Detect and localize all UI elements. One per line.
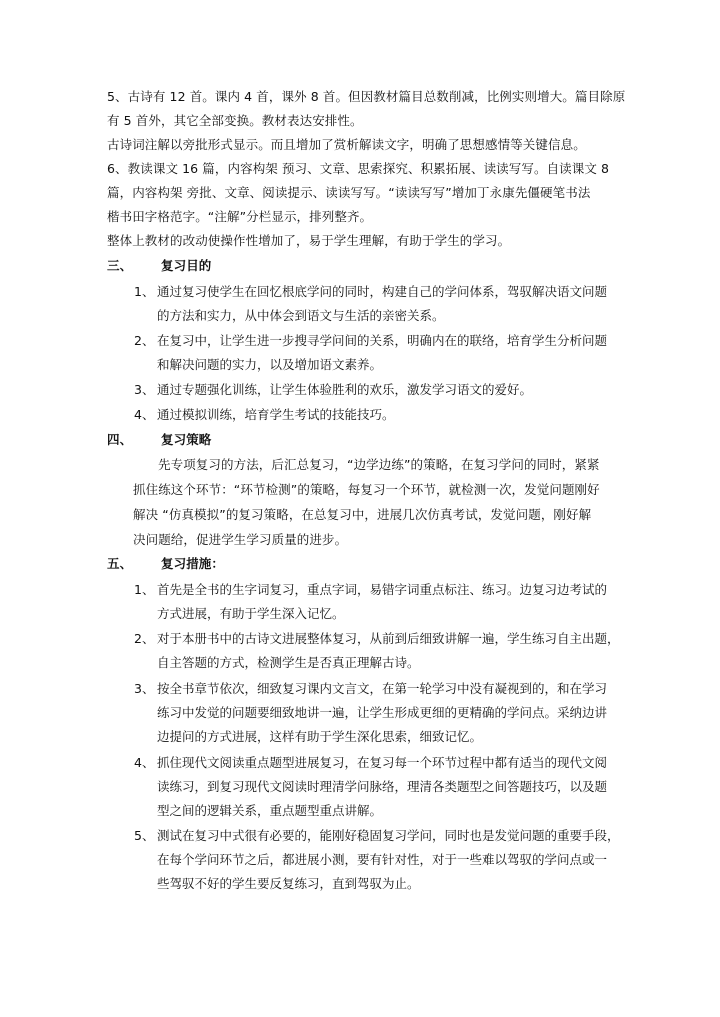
paragraph-line: 抓住练这个环节：“环节检测”的策略，每复习一个环节，就检测一次，发觉问题刚好 bbox=[133, 482, 600, 497]
paragraph-line: 解决 “仿真模拟”的复习策略，在总复习中，进展几次仿真考试，发觉问题，刚好解 bbox=[133, 507, 592, 522]
list-item-line: 自主答题的方式，检测学生是否真正理解古诗。 bbox=[157, 655, 420, 670]
list-item-number: 2、 bbox=[134, 333, 155, 348]
intro-line: 古诗词注解以旁批形式显示。而且增加了赏析解读文字，明确了思想感情等关键信息。 bbox=[107, 137, 586, 152]
section-number: 四、 bbox=[107, 432, 133, 447]
intro-line: 篇，内容构架 旁批、文章、阅读提示、读读写写。“读读写写”增加丁永康先僵硬笔书法 bbox=[107, 185, 591, 200]
list-item-number: 4、 bbox=[134, 407, 155, 422]
list-item-number: 3、 bbox=[134, 681, 155, 696]
section-heading bbox=[107, 431, 211, 449]
list-item-line: 首先是全书的生字词复习，重点字词，易错字词重点标注、练习。边复习边考试的 bbox=[157, 582, 608, 597]
list-item-line: 和解决问题的实力，以及增加语文素养。 bbox=[157, 357, 383, 372]
list-item-line: 边提问的方式进展，这样有助于学生深化思索，细致记忆。 bbox=[157, 729, 483, 744]
list-item-number: 2、 bbox=[134, 631, 155, 646]
intro-line: 5、古诗有 12 首。课内 4 首，课外 8 首。但因教材篇目总数削减，比例实则增大。篇目除原 bbox=[107, 89, 626, 104]
list-item-line: 练习中发觉的问题要细致地讲一遍，让学生形成更细的更精确的学问点。采纳边讲 bbox=[157, 705, 608, 720]
list-item-line: 型之间的逻辑关系，重点题型重点讲解。 bbox=[157, 803, 383, 818]
section-title: 复习措施： bbox=[161, 556, 225, 571]
list-item-line: 通过复习使学生在回忆根底学问的同时，构建自己的学问体系，驾驭解决语文问题 bbox=[157, 284, 608, 299]
list-item-line: 通过专题强化训练，让学生体验胜利的欢乐，激发学习语文的爱好。 bbox=[157, 382, 533, 397]
list-item-number: 5、 bbox=[134, 828, 155, 843]
list-item-line: 测试在复习中式很有必要的，能刚好稳固复习学问，同时也是发觉问题的重要手段， bbox=[157, 828, 620, 843]
list-item-line: 的方法和实力，从中体会到语文与生活的亲密关系。 bbox=[157, 308, 445, 323]
list-item-line: 在每个学问环节之后，都进展小测，要有针对性，对于一些难以驾驭的学问点或一 bbox=[157, 852, 608, 867]
list-item-number: 1、 bbox=[134, 284, 155, 299]
section-title: 复习策略 bbox=[161, 432, 212, 447]
intro-line: 整体上教材的改动使操作性增加了，易于学生理解，有助于学生的学习。 bbox=[107, 233, 511, 248]
list-item-number: 3、 bbox=[134, 382, 155, 397]
list-item-line: 通过模拟训练，培育学生考试的技能技巧。 bbox=[157, 407, 395, 422]
list-item-line: 对于本册书中的古诗文进展整体复习，从前到后细致讲解一遍，学生练习自主出题， bbox=[157, 631, 620, 646]
list-item-line: 些驾驭不好的学生要反复练习，直到驾驭为止。 bbox=[157, 876, 420, 891]
section-heading bbox=[107, 555, 224, 573]
list-item-line: 在复习中，让学生进一步搜寻学问间的关系，明确内在的联络，培育学生分析问题 bbox=[157, 333, 608, 348]
list-item-line: 方式进展，有助于学生深入记忆。 bbox=[157, 606, 345, 621]
list-item-number: 4、 bbox=[134, 755, 155, 770]
paragraph-line: 先专项复习的方法，后汇总复习，“边学边练”的策略，在复习学问的同时，紧紧 bbox=[158, 457, 600, 472]
intro-line: 有 5 首外，其它全部变换。教材表达安排性。 bbox=[107, 113, 363, 128]
section-title: 复习目的 bbox=[161, 258, 212, 273]
section-number: 五、 bbox=[107, 556, 133, 571]
intro-line: 6、教读课文 16 篇，内容构架 预习、文章、思索探究、积累拓展、读读写写。自读课文 8 bbox=[107, 161, 610, 176]
list-item-line: 抓住现代文阅读重点题型进展复习，在复习每一个环节过程中都有适当的现代文阅 bbox=[157, 755, 608, 770]
intro-line: 楷书田字格范字。“注解”分栏显示，排列整齐。 bbox=[107, 209, 373, 224]
list-item-line: 按全书章节依次，细致复习课内文言文，在第一轮学习中没有凝视到的，和在学习 bbox=[157, 681, 608, 696]
list-item-line: 读练习，到复习现代文阅读时理清学问脉络，理清各类题型之间答题技巧，以及题 bbox=[157, 779, 608, 794]
list-item-number: 1、 bbox=[134, 582, 155, 597]
paragraph-line: 决问题给，促进学生学习质量的进步。 bbox=[133, 532, 348, 547]
section-heading bbox=[107, 257, 211, 275]
section-number: 三、 bbox=[107, 258, 133, 273]
